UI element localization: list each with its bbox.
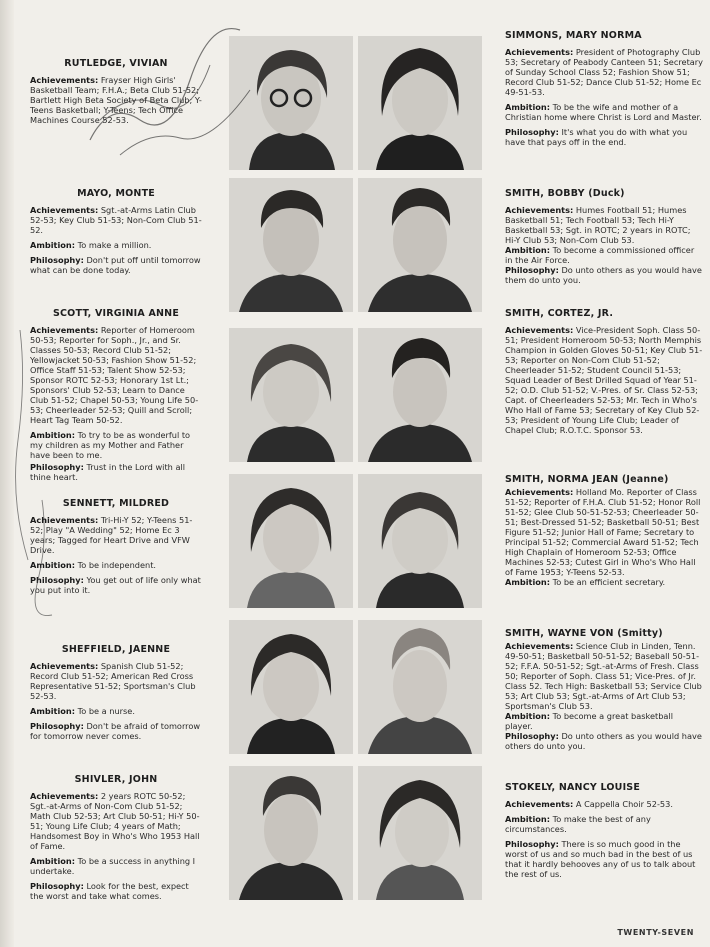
achievements: Achievements: Frayser High Girls' Basketball Team; F.H.A.; Beta Club 51-52; Bartlett High Beta Society of Beta Club; Y-Teens Basketball; Y-Teens; Tech Office Machines Course 52-53. bbox=[30, 75, 202, 125]
portrait-smith-cortez bbox=[358, 328, 482, 462]
philosophy: Philosophy: Do unto others as you would have them do unto you. bbox=[505, 265, 702, 285]
entry-simmons bbox=[505, 30, 703, 152]
ambition: Ambition: To become a great basketball player. bbox=[505, 711, 673, 731]
achievements: Achievements: Science Club in Linden, Tenn. 49-50-51; Basketball 50-51-52; Baseball 50-51-52; F.F.A. 50-51-52; Sgt.-at-Arms of Fresh. Class 50; Reporter of Soph. Class 51; Vice-Pres. of Jr. Class 52. Tech High: Basketball 53; Service Club 53; Art Club 53; Sgt.-at-Arms of Art Club 53; Sportsman's Club 53. bbox=[505, 641, 702, 711]
portrait-smith-bobby bbox=[358, 178, 482, 312]
student-name: SHEFFIELD, JAENNE bbox=[61, 644, 171, 655]
ambition: Ambition: To be a success in anything I undertake. bbox=[30, 856, 196, 876]
entry-stokely bbox=[505, 782, 703, 884]
student-name: SMITH, BOBBY (Duck) bbox=[505, 188, 625, 199]
philosophy: Philosophy: It's what you do with what you have that pays off in the end. bbox=[505, 127, 688, 147]
entry-shivler bbox=[30, 774, 202, 906]
ambition: Ambition: To be an efficient secretary. bbox=[505, 577, 666, 587]
achievements: Achievements: Spanish Club 51-52; Record Club 51-52; American Red Cross Representative 51-52; Sportsman's Club 52-53. bbox=[30, 661, 196, 701]
student-name: SIMMONS, MARY NORMA bbox=[505, 30, 642, 41]
student-name: RUTLEDGE, VIVIAN bbox=[64, 58, 168, 69]
ambition: Ambition: To be the wife and mother of a Christian home where Christ is Lord and Master. bbox=[505, 102, 702, 122]
achievements: Achievements: Tri-Hi-Y 52; Y-Teens 51-52; Play "A Wedding" 52; Home Ec 3 years; Tagged for Heart Drive and VFW Drive. bbox=[30, 515, 193, 555]
student-name: SMITH, NORMA JEAN (Jeanne) bbox=[505, 474, 669, 485]
student-name: STOKELY, NANCY LOUISE bbox=[505, 782, 641, 793]
entry-mayo bbox=[30, 188, 202, 280]
portrait-shivler bbox=[229, 766, 353, 900]
entry-sheffield bbox=[30, 644, 202, 746]
portrait-scott bbox=[229, 328, 353, 462]
philosophy: Philosophy: You get out of life only what you put into it. bbox=[30, 575, 201, 595]
entry-smith-bobby bbox=[505, 188, 703, 290]
portrait-mayo bbox=[229, 178, 353, 312]
student-name: SENNETT, MILDRED bbox=[62, 498, 170, 509]
portrait-smith-wayne bbox=[358, 620, 482, 754]
philosophy: Philosophy: Don't be afraid of tomorrow for tomorrow never comes. bbox=[30, 721, 201, 741]
portrait-stokely bbox=[358, 766, 482, 900]
achievements: Achievements: President of Photography Club 53; Secretary of Peabody Canteen 51; Secretary of Sunday School Class 52; Fashion Show 51; Record Club 51-52; Dance Club 51-52; Home Ec 49-51-53. bbox=[505, 47, 704, 97]
achievements: Achievements: A Cappella Choir 52-53. bbox=[505, 799, 673, 809]
ambition: Ambition: To be independent. bbox=[30, 560, 157, 570]
achievements: Achievements: Reporter of Homeroom 50-53; Reporter for Soph., Jr., and Sr. Classes 50-53; Record Club 51-52; Yellowjacket 50-53; Fashion Show 51-52; Office Staff 51-53; Talent Show 52-53; Sponsor ROTC 52-53; Honorary 1st Lt.; Sponsors' Club 52-53; Learn to Dance Club 51-52; Chapel 50-53; Young Life 50-53; Cheerleader 52-53; Quill and Scroll; Heart Tag Team 50-52. bbox=[30, 325, 199, 425]
ambition: Ambition: To try to be as wonderful to my children as my Mother and Father have been to me. bbox=[30, 430, 191, 460]
student-name: SHIVLER, JOHN bbox=[74, 774, 158, 785]
achievements: Achievements: Holland Mo. Reporter of Class 51-52; Reporter of F.H.A. Club 51-52; Honor Roll 51-52; Glee Club 50-51-52-53; Cheerleader 50-51; Best-Dressed 51-52; Basketball 50-51; Best Figure 51-52; Junior Hall of Fame; Secretary to Principal 51-52; Commercial Award 51-52; Tech High Chaplain of Homeroom 52-53; Office Machines 52-53; Cutest Girl in Who's Who Hall of Fame 1953; Y-Teens 52-53. bbox=[505, 487, 701, 577]
philosophy: Philosophy: Don't put off until tomorrow what can be done today. bbox=[30, 255, 201, 275]
achievements: Achievements: Humes Football 51; Humes Basketball 51; Tech Football 53; Tech Hi-Y Basketball 53; Sgt. in ROTC; 2 years in ROTC; Hi-Y Club 53; Non-Com Club 53. bbox=[505, 205, 691, 245]
philosophy: Philosophy: There is so much good in the worst of us and so much bad in the best of us that it hardly behooves any of us to talk about the rest of us. bbox=[505, 839, 696, 879]
portrait-smith-norma bbox=[358, 474, 482, 608]
student-name: SMITH, WAYNE VON (Smitty) bbox=[505, 628, 663, 639]
portrait-sheffield bbox=[229, 620, 353, 754]
philosophy: Philosophy: Do unto others as you would have others do unto you. bbox=[505, 731, 702, 751]
achievements: Achievements: Vice-President Soph. Class 50-51; President Homeroom 50-53; North Memphis Champion in Golden Gloves 50-51; Key Club 51-53; Reporter on Non-Com Club 51-52; Cheerleader 51-52; Student Council 51-53; Squad Leader of Best Drilled Squad of Year 51-52; O.D. Club 51-52; V.-Pres. of Sr. Class 52-53; Capt. of Cheerleaders 52-53; Mr. Tech in Who's Who Hall of Fame 53; Secretary of Key Club 52-53; President of Young Life Club; Leader of Chapel Club; R.O.T.C. Sponsor 53. bbox=[505, 325, 703, 435]
portrait-sennett bbox=[229, 474, 353, 608]
ambition: Ambition: To be a nurse. bbox=[30, 706, 135, 716]
entry-smith-wayne bbox=[505, 628, 703, 756]
handwritten-signature-margin bbox=[8, 320, 68, 620]
ambition: Ambition: To make a million. bbox=[30, 240, 152, 250]
philosophy: Philosophy: Look for the best, expect the worst and take what comes. bbox=[30, 881, 189, 901]
achievements: Achievements: 2 years ROTC 50-52; Sgt.-at-Arms of Non-Com Club 51-52; Math Club 52-53; Art Club 50-51; Hi-Y 50-51; Young Life Club; 4 years of Math; Handsomest Boy in Who's Who 1953 Hall of Fame. bbox=[30, 791, 200, 851]
ambition: Ambition: To make the best of any circumstances. bbox=[505, 814, 651, 834]
ambition: Ambition: To become a commissioned officer in the Air Force. bbox=[505, 245, 695, 265]
philosophy: Philosophy: Trust in the Lord with all thine heart. bbox=[30, 462, 186, 482]
page-number: TWENTY-SEVEN bbox=[617, 928, 694, 937]
student-name: SMITH, CORTEZ, JR. bbox=[505, 308, 614, 319]
handwritten-signature-top bbox=[80, 10, 260, 160]
entry-smith-cortez bbox=[505, 308, 703, 440]
student-name: MAYO, MONTE bbox=[77, 188, 155, 199]
achievements: Achievements: Sgt.-at-Arms Latin Club 52-53; Key Club 51-53; Non-Com Club 51-52. bbox=[30, 205, 202, 235]
entry-smith-norma bbox=[505, 474, 703, 592]
student-name: SCOTT, VIRGINIA ANNE bbox=[52, 308, 180, 319]
portrait-simmons bbox=[358, 36, 482, 170]
